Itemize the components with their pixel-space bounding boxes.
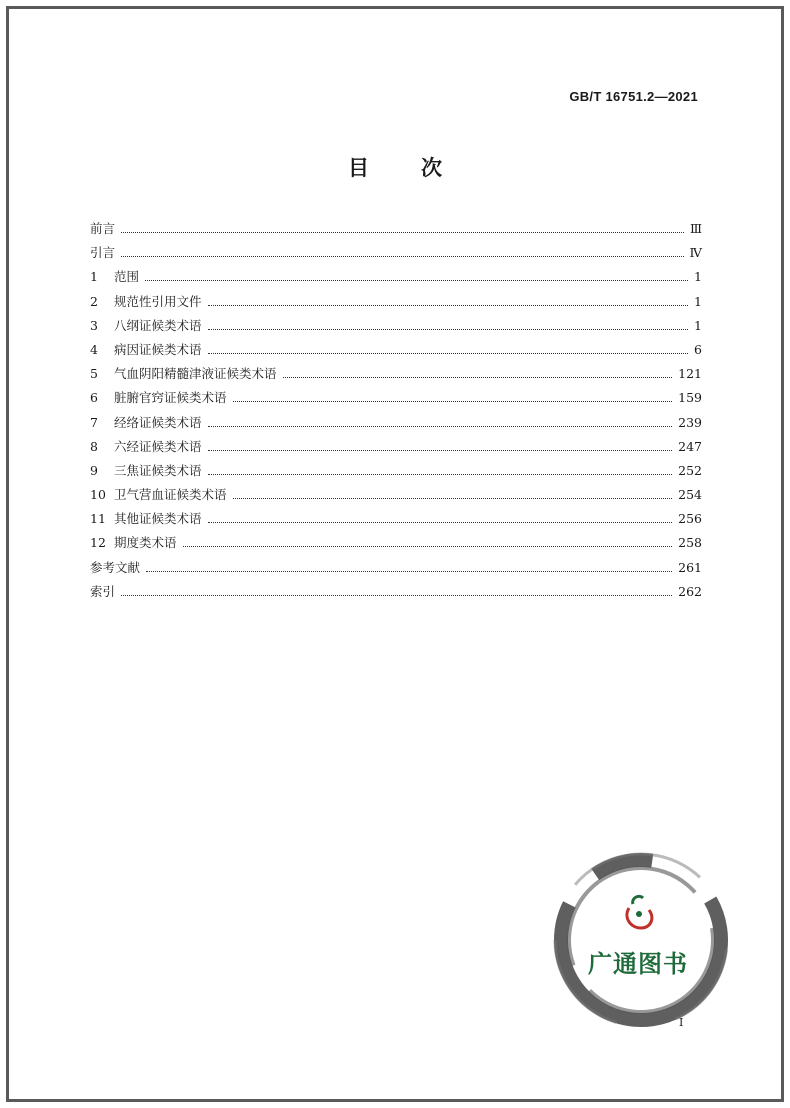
title-char-1: 目 [348, 155, 369, 180]
toc-number: 12 [90, 535, 106, 551]
toc-page: 6 [694, 341, 702, 357]
toc-leader [145, 280, 688, 281]
toc-label: 范围 [114, 269, 140, 285]
toc-leader [208, 426, 673, 427]
toc-entry[interactable] [90, 318, 702, 342]
toc-label: 脏腑官窍证候类术语 [114, 390, 227, 406]
toc-page: Ⅳ [689, 245, 702, 261]
toc-label: 前言 [90, 221, 116, 236]
toc-number: 4 [90, 341, 98, 357]
toc-entry[interactable] [90, 390, 702, 414]
toc-label: 经络证候类术语 [114, 414, 202, 430]
toc-number: 10 [90, 487, 106, 503]
toc-label: 病因证候类术语 [114, 341, 202, 357]
toc-label: 气血阴阳精髓津液证候类术语 [114, 366, 277, 382]
watermark-text: 广通图书 [588, 949, 688, 978]
toc-entry[interactable] [90, 463, 702, 487]
toc-leader [208, 329, 688, 330]
toc-leader [183, 546, 673, 547]
toc-page: 262 [678, 583, 702, 599]
toc-number: 2 [90, 293, 98, 309]
brush-circle-logo-icon [545, 846, 733, 1034]
toc-leader [121, 256, 683, 257]
toc-leader [208, 450, 673, 451]
toc-entry[interactable] [90, 535, 702, 559]
toc-leader [121, 232, 684, 233]
toc-label: 参考文献 [90, 559, 141, 575]
table-of-contents [90, 221, 702, 608]
toc-label: 八纲证候类术语 [114, 317, 202, 333]
toc-label: 索引 [90, 583, 116, 599]
toc-page: 1 [694, 317, 702, 333]
toc-leader [283, 377, 673, 378]
toc-label: 六经证候类术语 [114, 438, 202, 454]
toc-entry-references[interactable] [90, 560, 702, 584]
toc-label: 规范性引用文件 [114, 293, 202, 309]
toc-entry[interactable] [90, 487, 702, 511]
toc-leader [121, 595, 672, 596]
toc-entry-foreword[interactable] [90, 221, 702, 245]
toc-label: 引言 [90, 245, 116, 261]
toc-number: 8 [90, 438, 98, 454]
toc-entry[interactable] [90, 415, 702, 439]
toc-entry[interactable] [90, 439, 702, 463]
toc-number: 5 [90, 366, 98, 382]
toc-page: 247 [678, 438, 702, 454]
toc-entry[interactable] [90, 366, 702, 390]
toc-label: 三焦证候类术语 [114, 462, 202, 478]
toc-page: 252 [678, 462, 702, 478]
toc-entry[interactable] [90, 269, 702, 293]
page-title [0, 152, 790, 182]
page-number: I [679, 1016, 684, 1029]
toc-leader [208, 353, 688, 354]
toc-page: 239 [678, 414, 702, 430]
toc-number: 6 [90, 390, 98, 406]
toc-entry-introduction[interactable] [90, 245, 702, 269]
toc-page: 261 [678, 559, 702, 575]
toc-label: 期度类术语 [114, 535, 177, 551]
toc-leader [146, 571, 672, 572]
toc-number: 9 [90, 462, 98, 478]
toc-page: Ⅲ [689, 221, 702, 236]
toc-label: 其他证候类术语 [114, 511, 202, 527]
toc-page: 254 [678, 487, 702, 503]
toc-page: 1 [694, 293, 702, 309]
toc-leader [208, 305, 688, 306]
toc-number: 3 [90, 317, 98, 333]
toc-page: 1 [694, 269, 702, 285]
toc-page: 256 [678, 511, 702, 527]
toc-page: 159 [678, 390, 702, 406]
toc-entry[interactable] [90, 511, 702, 535]
toc-leader [208, 474, 673, 475]
toc-number: 11 [90, 511, 106, 527]
toc-page: 258 [678, 535, 702, 551]
toc-leader [233, 498, 673, 499]
toc-entry[interactable] [90, 294, 702, 318]
toc-entry[interactable] [90, 342, 702, 366]
toc-leader [233, 401, 673, 402]
standard-code: GB/T 16751.2—2021 [569, 89, 698, 104]
title-char-2: 次 [421, 155, 442, 180]
toc-entry-index[interactable] [90, 584, 702, 608]
toc-number: 7 [90, 414, 98, 430]
toc-number: 1 [90, 269, 98, 285]
toc-label: 卫气营血证候类术语 [114, 487, 227, 503]
toc-page: 121 [678, 366, 702, 382]
toc-leader [208, 522, 673, 523]
